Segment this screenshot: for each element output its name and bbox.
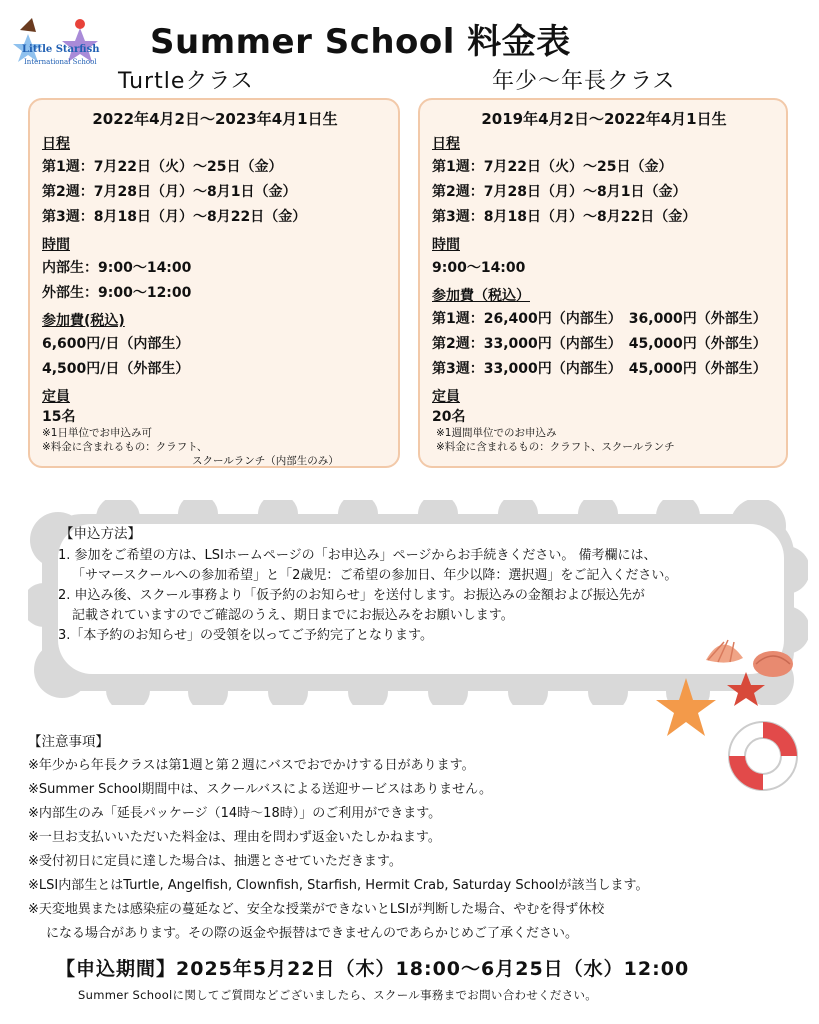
logo-text-name: Little Starfish — [22, 44, 100, 55]
notice-item: ※LSI内部生とはTurtle, Angelfish, Clownfish, Starfish, Hermit Crab, Saturday Schoolが該当します。 — [28, 878, 649, 893]
fee-item: 4,500円/日（外部生） — [42, 361, 190, 377]
schedule-item: 第3週：8月18日（月）～8月22日（金） — [432, 209, 697, 225]
fee-heading: 参加費（税込） — [432, 288, 530, 304]
birth-range: 2019年4月2日～2022年4月1日生 — [481, 110, 727, 128]
birth-range: 2022年4月2日～2023年4月1日生 — [92, 110, 338, 128]
notices-heading: 【注意事項】 — [28, 734, 109, 750]
red-starfish-icon — [727, 672, 765, 706]
step-line: 「サマースクールへの参加希望」と「2歳児：ご希望の参加日、年少以降：選択週」をご記入ください。 — [72, 568, 678, 583]
application-method — [58, 522, 798, 646]
capacity-heading: 定員 — [432, 389, 460, 405]
seashell-icon — [706, 640, 743, 663]
notice-continuation: になる場合があります。その際の返金や振替はできませんのであらかじめご了承ください。 — [46, 926, 578, 941]
schedule-item: 第2週：7月28日（月）～8月1日（金） — [432, 184, 687, 200]
time-item: 内部生：9:00～14:00 — [42, 260, 192, 276]
turtle-class-title: Turtleクラス — [118, 69, 254, 94]
time-heading: 時間 — [42, 237, 70, 253]
fee-item: 6,600円/日（内部生） — [42, 336, 190, 352]
fee-item: 第3週：33,000円（内部生） 45,000円（外部生） — [432, 361, 767, 377]
schedule-item: 第3週：8月18日（月）～8月22日（金） — [42, 209, 307, 225]
notice-item: ※Summer School期間中は、スクールバスによる送迎サービスはありません。 — [28, 782, 492, 797]
fee-item: 第2週：33,000円（内部生） 45,000円（外部生） — [432, 336, 767, 352]
fee-item: 第1週：26,400円（内部生） 36,000円（外部生） — [432, 311, 767, 327]
time-heading: 時間 — [432, 237, 460, 253]
card-note: ※1週間単位でのお申込み — [436, 427, 557, 439]
capacity-value: 15名 — [42, 409, 76, 425]
notice-item: ※内部生のみ「延長パッケージ（14時～18時）」のご利用ができます。 — [28, 806, 442, 821]
card-note: スクールランチ（内部生のみ） — [192, 455, 339, 467]
card-note: ※料金に含まれるもの：クラフト、スクールランチ — [436, 441, 675, 453]
fee-heading: 参加費(税込) — [42, 313, 125, 329]
notice-item: ※年少から年長クラスは第1週と第２週にバスでおでかけする日があります。 — [28, 758, 475, 773]
notice-item — [28, 922, 788, 946]
school-logo — [8, 14, 108, 80]
schedule-item: 第2週：7月28日（月）～8月1日（金） — [42, 184, 297, 200]
capacity-heading: 定員 — [42, 389, 70, 405]
schedule-item: 第1週：7月22日（火）～25日（金） — [432, 159, 673, 175]
orange-starfish-icon — [656, 678, 716, 736]
time-item: 外部生：9:00～12:00 — [42, 285, 192, 301]
logo-text-subtitle: International School — [24, 58, 97, 66]
notice-item: ※受付初日に定員に達した場合は、抽選とさせていただきます。 — [28, 854, 402, 869]
capacity-value: 20名 — [432, 409, 466, 425]
turtle-fee-card — [28, 98, 400, 468]
notice-item: ※天変地異または感染症の蔓延など、安全な授業ができないとLSIが判断した場合、やむを得ず休校 — [28, 902, 605, 917]
application-period: 【申込期間】2025年5月22日（木）18:00～6月25日（水）12:00 — [56, 958, 690, 980]
time-item: 9:00～14:00 — [432, 260, 526, 276]
schedule-heading: 日程 — [432, 136, 460, 152]
step-line: 1. 参加をご希望の方は、LSIホームページの「お申込み」ページからお手続きください。 備考欄には、 — [58, 548, 657, 563]
page-title: Summer School 料金表 — [150, 22, 571, 62]
card-note: ※料金に含まれるもの：クラフト、 — [42, 441, 208, 453]
schedule-heading: 日程 — [42, 136, 70, 152]
application-step — [58, 586, 798, 626]
kindergarten-fee-card — [418, 98, 788, 468]
scallop-shell-icon — [753, 651, 793, 677]
card-note: ※1日単位でお申込み可 — [42, 427, 152, 439]
footer-contact-note: Summer Schoolに関してご質問などございましたら、スクール事務までお問い合わせください。 — [78, 988, 598, 1002]
notices — [28, 730, 788, 946]
notice-item: ※一旦お支払いいただいた料金は、理由を問わず返金いたしかねます。 — [28, 830, 441, 845]
application-step — [58, 546, 798, 586]
application-method-heading: 【申込方法】 — [60, 526, 141, 542]
schedule-item: 第1週：7月22日（火）～25日（金） — [42, 159, 283, 175]
step-line: 2. 申込み後、スクール事務より「仮予約のお知らせ」を送付します。お振込みの金額および振込先が — [58, 588, 645, 603]
step-line: 記載されていますのでご確認のうえ、期日までにお振込みをお願いします。 — [72, 608, 514, 623]
step-line: 3.「本予約のお知らせ」の受領を以ってご予約完了となります。 — [58, 628, 433, 643]
kindergarten-class-title: 年少～年長クラス — [492, 69, 676, 94]
